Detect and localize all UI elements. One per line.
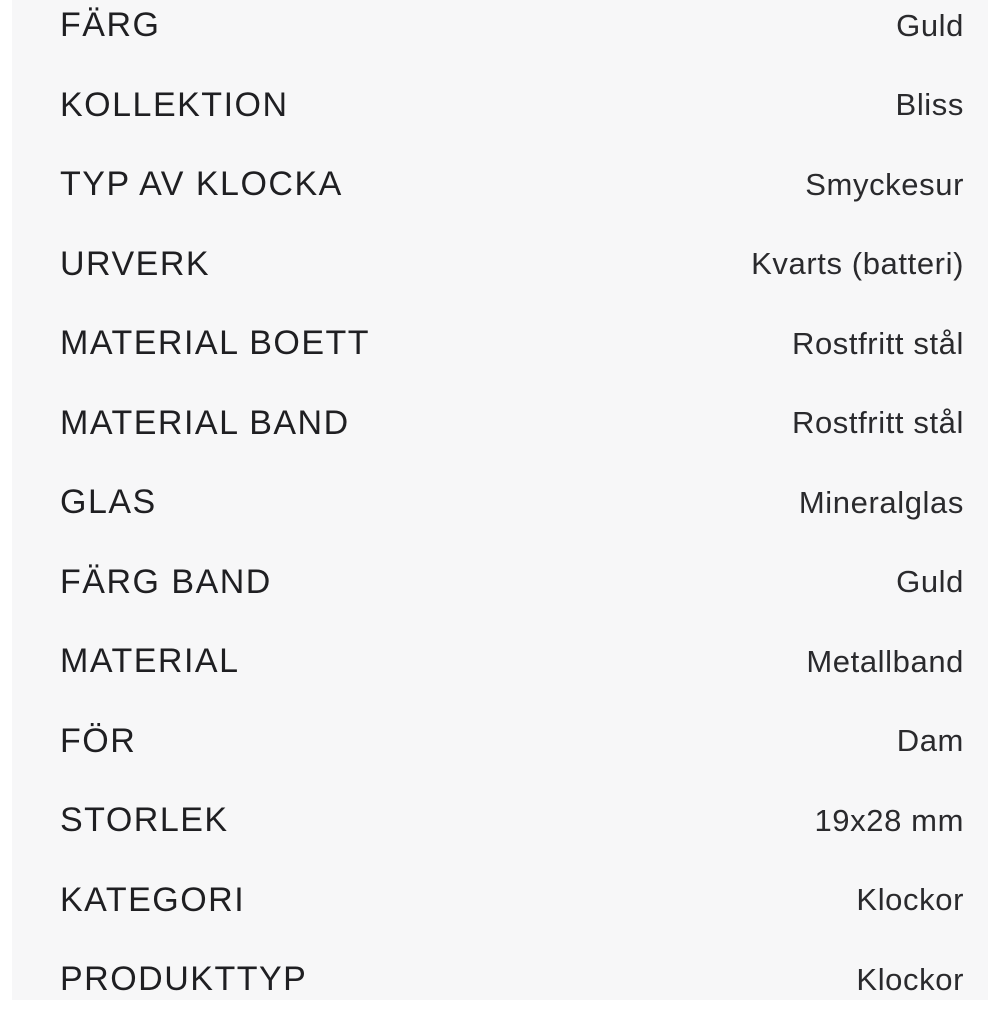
spec-label: FÖR — [60, 721, 137, 760]
spec-value: Kvarts (batteri) — [751, 246, 964, 282]
spec-label: FÄRG — [60, 6, 161, 45]
spec-row-farg-band — [60, 543, 964, 623]
spec-row-kategori — [60, 861, 964, 941]
spec-value: 19x28 mm — [814, 802, 964, 838]
spec-value: Guld — [896, 564, 964, 600]
spec-label: MATERIAL BAND — [60, 403, 350, 442]
specification-list — [60, 0, 964, 1020]
spec-row-kollektion — [60, 66, 964, 146]
spec-value: Metallband — [806, 643, 964, 679]
spec-value: Klockor — [856, 882, 964, 918]
spec-value: Rostfritt stål — [791, 325, 964, 361]
spec-label: FÄRG BAND — [60, 562, 272, 601]
spec-row-material-boett — [60, 304, 964, 384]
spec-label: URVERK — [60, 244, 211, 283]
spec-label: STORLEK — [60, 801, 229, 840]
spec-value: Smyckesur — [805, 166, 964, 202]
spec-label: KATEGORI — [60, 880, 246, 919]
spec-label: TYP AV KLOCKA — [60, 165, 343, 204]
product-specifications-panel — [12, 0, 988, 1000]
spec-value: Guld — [896, 7, 964, 43]
spec-row-farg — [60, 0, 964, 66]
spec-value: Bliss — [895, 87, 964, 123]
spec-value: Mineralglas — [798, 484, 964, 520]
spec-label: PRODUKTTYP — [60, 960, 308, 999]
spec-row-urverk — [60, 225, 964, 305]
spec-value: Rostfritt stål — [791, 405, 964, 441]
spec-row-typ-av-klocka — [60, 145, 964, 225]
spec-row-storlek — [60, 781, 964, 861]
spec-row-glas — [60, 463, 964, 543]
spec-label: MATERIAL — [60, 642, 240, 681]
spec-label: GLAS — [60, 483, 157, 522]
spec-value: Dam — [896, 723, 964, 759]
spec-label: KOLLEKTION — [60, 85, 289, 124]
spec-row-produkttyp — [60, 940, 964, 1020]
spec-value: Klockor — [856, 961, 964, 997]
spec-label: MATERIAL BOETT — [60, 324, 371, 363]
spec-row-material-band — [60, 384, 964, 464]
spec-row-material — [60, 622, 964, 702]
spec-row-for — [60, 702, 964, 782]
